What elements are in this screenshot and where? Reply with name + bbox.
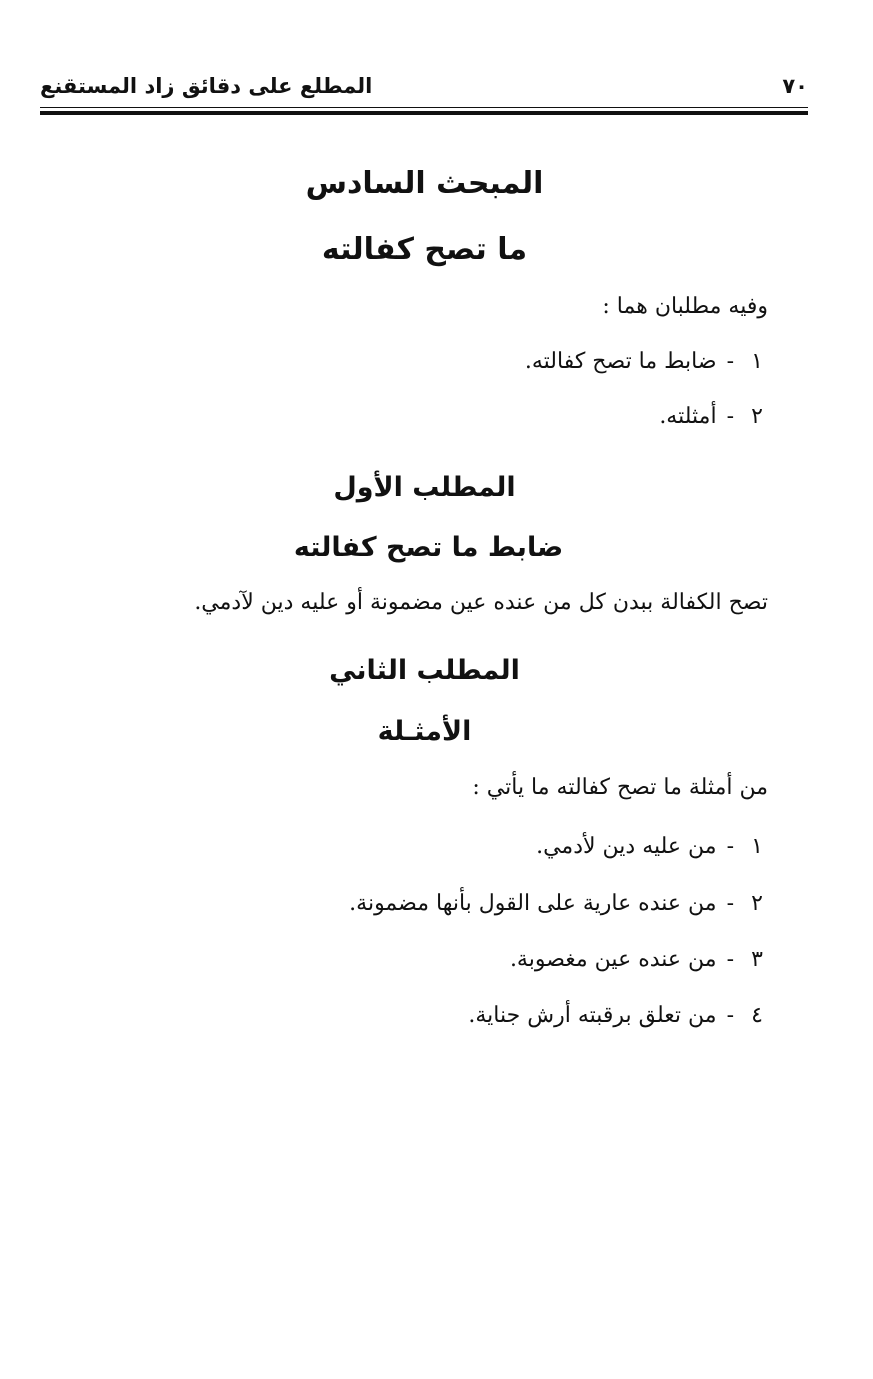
- examples-list-item-3: [510, 947, 768, 972]
- section-intro: وفيه مطلبان هما :: [602, 294, 768, 319]
- section-list-item-1: [525, 349, 768, 374]
- running-header-title: المطلع على دقائق زاد المستقنع: [40, 74, 373, 98]
- item-dash: -: [726, 404, 734, 429]
- item-number: ٤: [751, 1003, 763, 1028]
- section-title: المبحث السادس: [305, 166, 544, 201]
- item-number: ٣: [751, 947, 763, 972]
- page-number: ٧٠: [782, 74, 808, 98]
- examples-list-item-4: [468, 1003, 768, 1028]
- section-subtitle: ما تصح كفالته: [321, 232, 528, 267]
- item-number: ٢: [751, 404, 763, 429]
- item-text: من عنده عارية على القول بأنها مضمونة.: [349, 891, 717, 916]
- running-header: [40, 74, 808, 104]
- second-topic-subtitle: الأمثـلة: [377, 716, 472, 747]
- item-text: ضابط ما تصح كفالته.: [524, 349, 717, 374]
- examples-list-item-1: [536, 834, 768, 859]
- item-dash: -: [726, 891, 734, 916]
- item-number: ١: [751, 834, 763, 859]
- examples-list-item-2: [349, 891, 768, 916]
- item-dash: -: [726, 1003, 734, 1028]
- first-topic-body: تصح الكفالة ببدن كل من عنده عين مضمونة أو عليه دين لآدمي.: [194, 590, 768, 615]
- item-dash: -: [726, 349, 734, 374]
- first-topic-title: المطلب الأول: [333, 472, 516, 503]
- second-topic-title: المطلب الثاني: [329, 655, 520, 686]
- item-text: أمثلته.: [659, 404, 717, 429]
- header-rule-thick: [40, 111, 808, 115]
- item-dash: -: [726, 834, 734, 859]
- header-rule-thin: [40, 107, 808, 108]
- item-dash: -: [726, 947, 734, 972]
- item-text: من عنده عين مغصوبة.: [509, 947, 717, 972]
- item-number: ١: [751, 349, 763, 374]
- second-topic-intro: من أمثلة ما تصح كفالته ما يأتي :: [472, 775, 768, 800]
- first-topic-subtitle: ضابط ما تصح كفالته: [293, 532, 564, 563]
- item-number: ٢: [751, 891, 763, 916]
- section-list-item-2: [659, 404, 768, 429]
- item-text: من عليه دين لأدمي.: [536, 834, 717, 859]
- item-text: من تعلق برقبته أرش جناية.: [468, 1003, 717, 1028]
